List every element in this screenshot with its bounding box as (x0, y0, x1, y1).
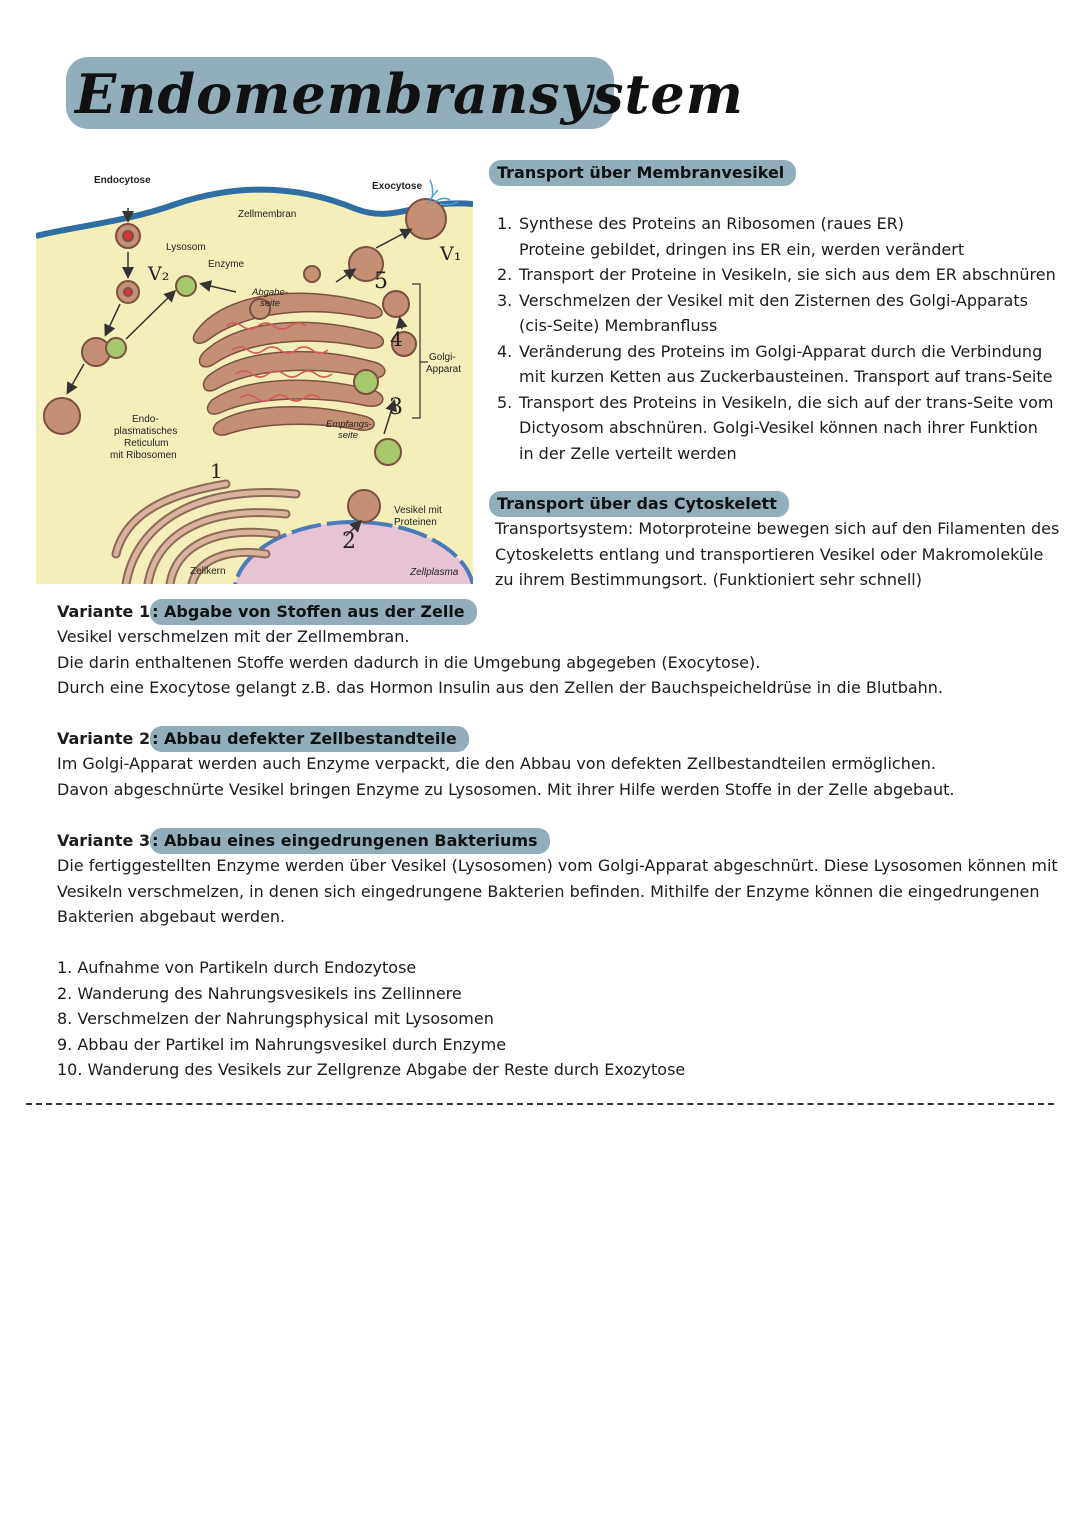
label-zellmembran: Zellmembran (238, 209, 297, 220)
label-golgi-1: Golgi- (429, 352, 456, 363)
label-zellplasma: Zellplasma (410, 567, 459, 578)
heading-cytoskelett: Transport über das Cytoskelett (489, 491, 789, 517)
label-enzyme: Enzyme (208, 259, 245, 270)
heading-variante-2: Variante 2 : Abbau defekter Zellbestandteile (57, 726, 469, 752)
membranvesikel-list (497, 211, 1056, 466)
label-vesikel-2: Proteinen (394, 517, 437, 528)
steps-list (57, 955, 685, 1083)
list-item: 4. Veränderung des Proteins im Golgi-Apparat durch die Verbindung mit kurzen Ketten aus Zuckerbausteinen. Transport auf trans-Seite (497, 341, 1053, 386)
mark-5: 5 (374, 269, 388, 294)
label-golgi-2: Apparat (426, 364, 462, 375)
list-item: 5. Transport des Proteins in Vesikeln, die sich auf der trans-Seite vom Dictyosom abschnüren. Golgi-Vesikel können nach ihrer Funktion in der Zelle verteilt werden (497, 392, 1054, 463)
list-item: 2. Transport der Proteine in Vesikeln, sie sich aus dem ER abschnüren (497, 265, 1056, 284)
cytoskelett-text: Transportsystem: Motorproteine bewegen sich auf den Filamenten des Cytoskeletts entlang und transportieren Vesikel oder Makromoleküle zu ihrem Bestimmungsort. (Funktioniert sehr schnell) (495, 519, 1060, 589)
heading-variante-1: Variante 1 : Abgabe von Stoffen aus der Zelle (57, 599, 477, 625)
page-title: Endomembransystem (75, 62, 744, 126)
variante-1-text: Vesikel verschmelzen mit der Zellmembran. Die darin enthaltenen Stoffe werden dadurch in die Umgebung abgegeben (Exocytose). Durch eine Exocytose gelangt z.B. das Hormon Insulin aus den Zellen der Bauchspeicheldrüse in die Blutbahn. (57, 627, 944, 697)
list-item: 2. Wanderung des Nahrungsvesikels ins Zellinnere (57, 983, 462, 1003)
label-er-4: mit Ribosomen (110, 450, 177, 461)
mark-4: 4 (390, 327, 403, 351)
label-er-1: Endo- (132, 414, 159, 425)
variante-2-text: Im Golgi-Apparat werden auch Enzyme verpackt, die den Abbau von defekten Zellbestandteilen ermöglichen. Davon abgeschnürte Vesikel bringen Enzyme zu Lysosomen. Mit ihrer Hilfe werden Stoffe in der Zelle abgebaut. (57, 754, 955, 799)
list-item: 1. Aufnahme von Partikeln durch Endozytose (57, 958, 417, 977)
list-item: 9. Abbau der Partikel im Nahrungsvesikel durch Enzyme (57, 1034, 507, 1054)
endomembrane-diagram (36, 164, 473, 584)
mark-3: 3 (389, 395, 403, 420)
mark-v1: V₁ (440, 243, 462, 265)
label-abgabe-2: seite (260, 298, 281, 309)
mark-v2: V₂ (148, 263, 170, 285)
heading-variante-3: Variante 3 : Abbau eines eingedrungenen Bakteriums (57, 828, 550, 854)
mark-2: 2 (342, 529, 356, 554)
list-item: 10. Wanderung des Vesikels zur Zellgrenze Abgabe der Reste durch Exozytose (57, 1060, 686, 1079)
label-empfang-2: seite (338, 430, 359, 441)
label-abgabe-1: Abgabe- (252, 287, 288, 298)
label-er-2: plasmatisches (114, 426, 178, 437)
list-item: 1. Synthese des Proteins an Ribosomen (raues ER) Proteine gebildet, dringen ins ER ein, werden verändert (497, 214, 965, 259)
label-zellkern: Zellkern (190, 566, 226, 577)
label-empfang-1: Empfangs- (326, 419, 372, 430)
dashed-divider (26, 1103, 1054, 1105)
mark-1: 1 (210, 459, 223, 483)
list-item: 8. Verschmelzen der Nahrungsphysical mit Lysosomen (57, 1009, 494, 1028)
label-vesikel-1: Vesikel mit (394, 505, 442, 516)
label-endocytose: Endocytose (94, 175, 151, 186)
list-item: 3. Verschmelzen der Vesikel mit den Zisternen des Golgi-Apparats (cis-Seite) Membranfluss (497, 290, 1028, 335)
label-exocytose: Exocytose (372, 181, 423, 192)
label-lysosom: Lysosom (166, 242, 206, 253)
variante-3-text: Die fertiggestellten Enzyme werden über Vesikel (Lysosomen) vom Golgi-Apparat abgeschnürt. Diese Lysosomen können mit Vesikeln verschmelzen, in denen sich eingedrungene Bakterien befinden. Mithilfe der Enzyme können die eingedrungenen Bakterien abgebaut werden. (57, 856, 1058, 926)
golgi-apparatus (193, 293, 384, 435)
label-er-3: Reticulum (124, 438, 169, 449)
heading-membranvesikel: Transport über Membranvesikel (489, 160, 796, 186)
endomembrane-figure (36, 164, 473, 584)
